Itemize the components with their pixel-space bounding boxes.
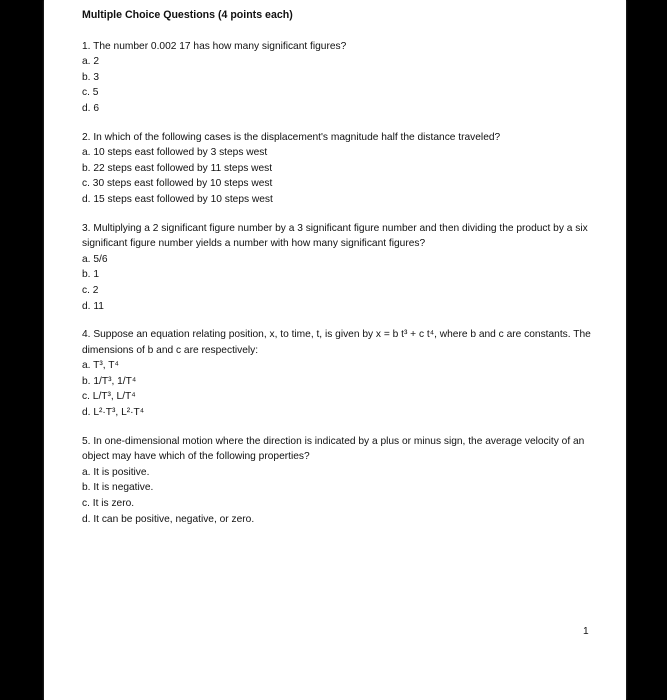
option-label: c. bbox=[82, 178, 90, 190]
question-text bbox=[82, 327, 592, 358]
option-text: 2 bbox=[93, 56, 100, 68]
option-text: 5 bbox=[92, 87, 99, 99]
answer-option bbox=[82, 374, 592, 390]
option-label: a. bbox=[82, 253, 91, 265]
answer-option bbox=[82, 101, 592, 117]
option-text: 1/T³, 1/T⁴ bbox=[93, 375, 137, 387]
answer-option bbox=[82, 299, 592, 315]
option-text: L/T³, L/T⁴ bbox=[92, 391, 136, 403]
question-number: 1. bbox=[82, 40, 91, 52]
answer-options bbox=[82, 145, 592, 207]
option-label: c. bbox=[82, 284, 90, 296]
answer-option bbox=[82, 70, 592, 86]
question-2 bbox=[82, 130, 592, 208]
question-prompt: In one-dimensional motion where the direction is indicated by a plus or minus sign, the average velocity of an object may have which of the following properties? bbox=[82, 435, 585, 463]
option-text: It can be positive, negative, or zero. bbox=[93, 513, 255, 525]
option-label: a. bbox=[82, 360, 91, 372]
question-prompt: The number 0.002 17 has how many significant figures? bbox=[93, 40, 347, 52]
option-label: b. bbox=[82, 269, 91, 281]
answer-option bbox=[82, 145, 592, 161]
option-text: 5/6 bbox=[93, 253, 108, 265]
question-prompt: Suppose an equation relating position, x, to time, t, is given by x = b t³ + c t⁴, where b and c are constants. The dimensions of b and c are respectively: bbox=[82, 329, 591, 356]
answer-options bbox=[82, 252, 592, 314]
answer-option bbox=[82, 358, 592, 374]
option-label: b. bbox=[82, 375, 91, 387]
answer-option bbox=[82, 252, 592, 268]
question-prompt: In which of the following cases is the displacement's magnitude half the distance traveled? bbox=[93, 131, 501, 143]
option-text: It is zero. bbox=[92, 498, 135, 510]
option-label: d. bbox=[82, 102, 91, 114]
question-text bbox=[82, 39, 592, 55]
answer-options bbox=[82, 465, 592, 527]
option-text: 6 bbox=[93, 102, 100, 114]
page-heading: Multiple Choice Questions (4 points each) bbox=[82, 9, 293, 21]
question-number: 4. bbox=[82, 329, 91, 341]
answer-option bbox=[82, 176, 592, 192]
option-text: 15 steps east followed by 10 steps west bbox=[93, 193, 273, 205]
answer-option bbox=[82, 465, 592, 481]
answer-option bbox=[82, 480, 592, 496]
question-3 bbox=[82, 221, 592, 315]
option-label: c. bbox=[82, 87, 90, 99]
answer-option bbox=[82, 192, 592, 208]
answer-option bbox=[82, 161, 592, 177]
option-label: b. bbox=[82, 71, 91, 83]
question-1 bbox=[82, 39, 592, 117]
option-text: T³, T⁴ bbox=[93, 360, 119, 372]
option-text: It is negative. bbox=[93, 482, 154, 494]
document-page bbox=[44, 0, 626, 700]
question-text bbox=[82, 221, 592, 252]
option-text: 2 bbox=[92, 284, 99, 296]
option-label: a. bbox=[82, 147, 91, 159]
answer-option bbox=[82, 283, 592, 299]
option-label: d. bbox=[82, 407, 91, 419]
option-label: d. bbox=[82, 193, 91, 205]
question-list bbox=[82, 8, 592, 540]
question-number: 5. bbox=[82, 435, 91, 447]
answer-option bbox=[82, 267, 592, 283]
option-text: It is positive. bbox=[93, 466, 150, 478]
option-text: L²·T³, L²·T⁴ bbox=[93, 407, 145, 419]
question-number: 2. bbox=[82, 131, 91, 143]
option-label: c. bbox=[82, 498, 90, 510]
answer-option bbox=[82, 85, 592, 101]
question-prompt: Multiplying a 2 significant figure number by a 3 significant figure number and then dividing the product by a six significant figure number yields a number with how many significant figures? bbox=[82, 222, 588, 250]
question-text bbox=[82, 130, 592, 146]
option-label: b. bbox=[82, 162, 91, 174]
answer-options bbox=[82, 358, 592, 420]
question-5 bbox=[82, 434, 592, 528]
option-label: a. bbox=[82, 56, 91, 68]
option-label: a. bbox=[82, 466, 91, 478]
option-label: d. bbox=[82, 513, 91, 525]
question-4 bbox=[82, 327, 592, 421]
answer-options bbox=[82, 54, 592, 116]
option-label: d. bbox=[82, 300, 91, 312]
option-text: 10 steps east followed by 3 steps west bbox=[93, 147, 268, 159]
answer-option bbox=[82, 54, 592, 70]
option-label: b. bbox=[82, 482, 91, 494]
option-text: 11 bbox=[93, 300, 104, 312]
answer-option bbox=[82, 496, 592, 512]
question-text bbox=[82, 434, 592, 465]
answer-option bbox=[82, 389, 592, 405]
option-label: c. bbox=[82, 391, 90, 403]
option-text: 3 bbox=[93, 71, 100, 83]
option-text: 30 steps east followed by 10 steps west bbox=[92, 178, 273, 190]
option-text: 22 steps east followed by 11 steps west bbox=[93, 162, 273, 174]
answer-option bbox=[82, 405, 592, 421]
page-number: 1 bbox=[583, 626, 589, 637]
answer-option bbox=[82, 512, 592, 528]
question-number: 3. bbox=[82, 222, 91, 234]
option-text: 1 bbox=[93, 269, 100, 281]
